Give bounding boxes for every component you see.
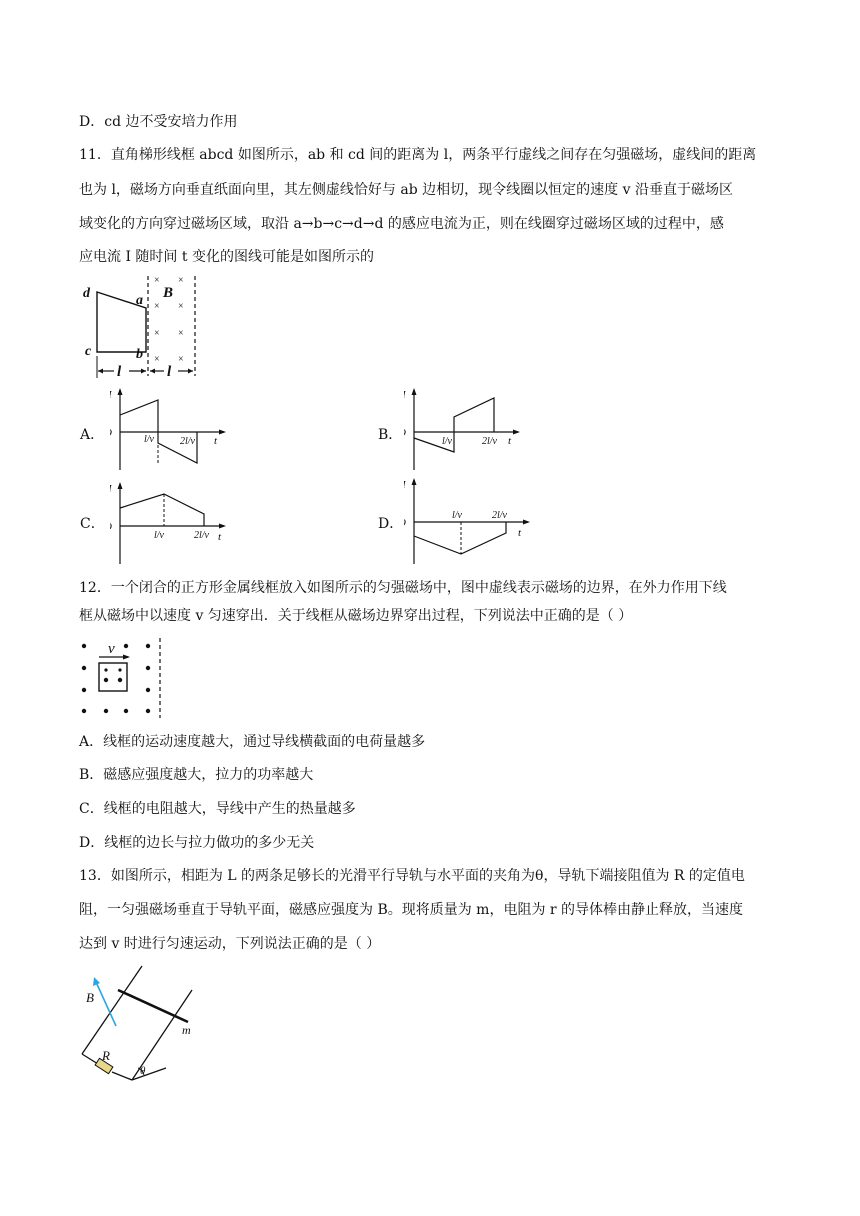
tick-2l-v: 2l/v <box>492 510 507 521</box>
axis-t: t <box>508 435 512 447</box>
label-c: c <box>85 344 92 359</box>
q12-option-a[interactable]: A．线框的运动速度越大，通过导线横截面的电荷量越多 <box>79 734 426 750</box>
field-cross: × <box>154 354 160 365</box>
tick-2l-v: 2l/v <box>194 530 209 541</box>
field-cross: × <box>154 328 160 339</box>
label-b: b <box>136 347 143 362</box>
field-cross: × <box>178 354 184 365</box>
label-B: B <box>163 285 174 301</box>
q11-option-c-label[interactable]: C． <box>80 516 105 532</box>
q11-line-4: 应电流 I 随时间 t 变化的图线可能是如图所示的 <box>79 249 374 265</box>
q13-line-2: 阻，一匀强磁场垂直于导轨平面，磁感应强度为 B。现将质量为 m，电阻为 r 的导体棒由静止释放，当速度 <box>79 902 744 918</box>
field-cross: × <box>178 301 184 312</box>
q10-option-d: D．cd 边不受安培力作用 <box>79 114 238 130</box>
q12-option-c[interactable]: C．线框的电阻越大，导线中产生的热量越多 <box>79 801 356 817</box>
label-R: R <box>102 1048 110 1063</box>
q12-option-d[interactable]: D．线框的边长与拉力做功的多少无关 <box>79 835 315 851</box>
q12-square-frame-figure <box>76 636 176 720</box>
field-cross: × <box>178 328 184 339</box>
q11-option-d-label[interactable]: D． <box>378 516 404 532</box>
q12-line-1: 12．一个闭合的正方形金属线框放入如图所示的匀强磁场中，图中虚线表示磁场的边界，在外力作用下线 <box>79 580 727 596</box>
field-cross: × <box>154 301 160 312</box>
q12-line-2: 框从磁场中以速度 v 匀速穿出．关于线框从磁场边界穿出过程，下列说法中正确的是（ ） <box>79 608 633 624</box>
tick-2l-v: 2l/v <box>180 436 195 447</box>
q11-line-3: 域变化的方向穿过磁场区域，取沿 a→b→c→d→d 的感应电流为正，则在线圈穿过磁场区域的过程中，感 <box>79 216 724 232</box>
q11-option-b-label[interactable]: B． <box>378 427 403 443</box>
q13-line-3: 达到 v 时进行匀速运动，下列说法正确的是（ ） <box>79 936 381 952</box>
q11-line-1: 11．直角梯形线框 abcd 如图所示，ab 和 cd 间的距离为 l，两条平行虚线之间存在匀强磁场，虚线间的距离 <box>79 147 757 163</box>
origin-O <box>110 521 112 533</box>
label-l-2: l <box>167 364 172 380</box>
origin-O <box>404 427 406 439</box>
q13-line-1: 13．如图所示，相距为 L 的两条足够长的光滑平行导轨与水平面的夹角为θ，导轨下端接阻值为 R 的定值电 <box>79 868 745 884</box>
q13-incline-rails-figure <box>74 962 214 1090</box>
q11-graph-a[interactable] <box>110 386 230 472</box>
axis-I <box>110 483 113 495</box>
tick-l-v: l/v <box>452 510 462 521</box>
tick-2l-v: 2l/v <box>482 436 497 447</box>
q11-graph-d[interactable] <box>404 476 534 566</box>
axis-I <box>404 479 407 491</box>
label-m: m <box>182 1023 191 1037</box>
label-d: d <box>83 286 90 301</box>
axis-t: t <box>518 527 522 539</box>
velocity-label: v <box>108 641 115 657</box>
q11-option-a-label[interactable]: A． <box>80 427 105 443</box>
tick-l-v: l/v <box>154 530 164 541</box>
origin-O <box>404 517 406 529</box>
axis-t: t <box>214 435 218 447</box>
q11-trapezoid-figure <box>80 270 210 382</box>
axis-I <box>110 389 113 401</box>
field-cross: × <box>154 275 160 286</box>
label-a: a <box>136 293 143 308</box>
q11-graph-b[interactable] <box>404 386 524 472</box>
label-l-1: l <box>117 364 122 380</box>
origin-O <box>110 427 112 439</box>
axis-t: t <box>218 531 222 543</box>
field-cross: × <box>178 275 184 286</box>
axis-I <box>404 389 407 401</box>
q11-line-2: 也为 l，磁场方向垂直纸面向里，其左侧虚线恰好与 ab 边相切，现令线圈以恒定的速度 v 沿垂直于磁场区 <box>79 182 733 198</box>
label-theta: θ <box>140 1065 146 1077</box>
q12-option-b[interactable]: B．磁感应强度越大，拉力的功率越大 <box>79 767 314 783</box>
label-B: B <box>86 990 94 1005</box>
tick-l-v: l/v <box>144 434 154 445</box>
q11-graph-c[interactable] <box>110 480 230 566</box>
tick-l-v: l/v <box>442 436 452 447</box>
